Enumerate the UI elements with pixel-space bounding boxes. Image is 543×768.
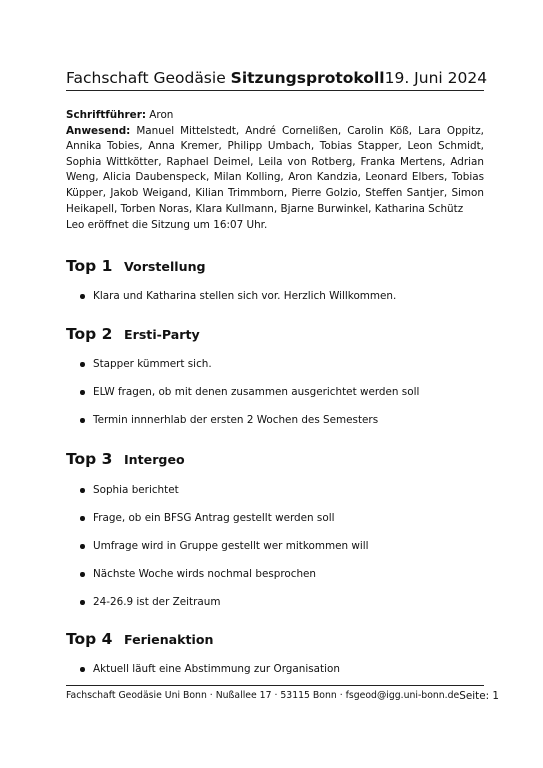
present-line [66, 124, 484, 218]
bullet-icon [80, 544, 85, 549]
bullet-icon [80, 600, 85, 605]
bullet-icon [80, 572, 85, 577]
list-item [76, 413, 419, 441]
writer-line [66, 108, 484, 124]
header-title [66, 69, 385, 87]
page-number: Seite: 1 [459, 690, 500, 702]
top-heading [66, 630, 214, 648]
top-number: Top 4 [66, 630, 113, 648]
list-item-text: Klara und Katharina stellen sich vor. Herzlich Willkommen. [93, 290, 397, 302]
bullet-icon [80, 488, 85, 493]
top-title: Ferienaktion [124, 632, 214, 647]
top-items [76, 357, 419, 441]
list-item [76, 357, 419, 385]
writer-label: Schriftführer: [66, 109, 146, 121]
page-header [66, 63, 488, 87]
footer-address: Fachschaft Geodäsie Uni Bonn · Nußallee 17 · 53115 Bonn · fsgeod@igg.uni-bonn.de [66, 690, 460, 701]
bullet-icon [80, 667, 85, 672]
header-date: 19. Juni 2024 [384, 69, 488, 87]
bullet-icon [80, 418, 85, 423]
writer-name: Aron [149, 109, 174, 121]
list-item [76, 567, 369, 595]
top-number: Top 1 [66, 257, 113, 275]
list-item-text: 24-26.9 ist der Zeitraum [93, 596, 221, 608]
list-item [76, 289, 396, 317]
present-names: Manuel Mittelstedt, André Cornelißen, Carolin Köß, Lara Oppitz, Annika Tobies, Anna Kremer, Philipp Umbach, Tobias Stapper, Leon Schmidt, Sophia Wittkötter, Raphael Deimel, Leila von Rotberg, Franka Mertens, Adrian Weng, Alicia Daubenspeck, Milan Kolling, Aron Kandzia, Leonard Elbers, Tobias Küpper, Jakob Weigand, Kilian Trimmborn, Pierre Golzio, Steffen Santjer, Simon Heikapell, Torben Noras, Klara Kullmann, Bjarne Burwinkel, Katharina Schütz [66, 124, 484, 215]
list-item-text: Stapper kümmert sich. [93, 358, 212, 370]
top-items [76, 289, 396, 317]
header-doc-type: Sitzungsprotokoll [230, 69, 385, 87]
opening-note: Leo eröffnet die Sitzung um 16:07 Uhr. [66, 219, 268, 231]
list-item [76, 511, 369, 539]
list-item-text: ELW fragen, ob mit denen zusammen ausgerichtet werden soll [93, 386, 420, 398]
attendance-block [66, 108, 484, 217]
list-item [76, 385, 419, 413]
header-rule [66, 90, 484, 91]
top-heading [66, 450, 185, 468]
bullet-icon [80, 362, 85, 367]
footer-rule [66, 685, 484, 686]
list-item-text: Frage, ob ein BFSG Antrag gestellt werden soll [93, 512, 335, 524]
top-title: Ersti-Party [124, 327, 200, 342]
bullet-icon [80, 516, 85, 521]
list-item-text: Termin innnerhlab der ersten 2 Wochen des Semesters [93, 414, 379, 426]
page-footer [66, 690, 500, 702]
top-heading [66, 325, 200, 343]
top-number: Top 3 [66, 450, 113, 468]
header-org: Fachschaft Geodäsie [66, 69, 226, 87]
top-items [76, 483, 369, 623]
list-item-text: Aktuell läuft eine Abstimmung zur Organisation [93, 663, 340, 675]
list-item [76, 483, 369, 511]
list-item [76, 539, 369, 567]
top-number: Top 2 [66, 325, 113, 343]
top-title: Intergeo [124, 452, 185, 467]
list-item-text: Nächste Woche wirds nochmal besprochen [93, 568, 317, 580]
present-label: Anwesend: [66, 124, 131, 137]
top-title: Vorstellung [124, 259, 206, 274]
bullet-icon [80, 390, 85, 395]
list-item [76, 595, 369, 623]
list-item-text: Sophia berichtet [93, 484, 179, 496]
bullet-icon [80, 294, 85, 299]
list-item-text: Umfrage wird in Gruppe gestellt wer mitkommen will [93, 540, 369, 552]
top-heading [66, 257, 206, 275]
